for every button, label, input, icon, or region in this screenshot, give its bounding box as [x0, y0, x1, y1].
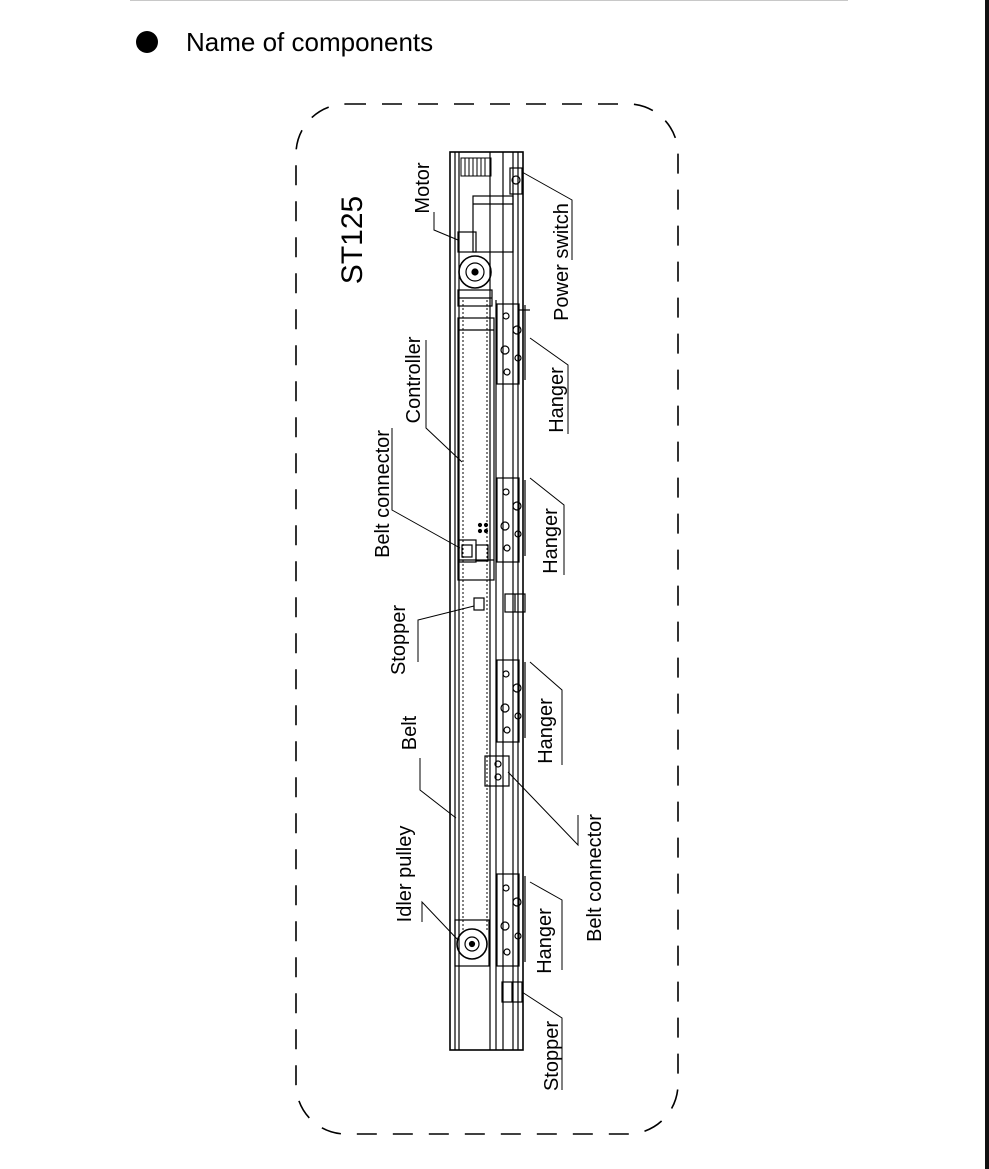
label-belt-connector-1: Belt connector — [372, 430, 394, 558]
label-hanger-3: Hanger — [535, 698, 557, 764]
hanger-4 — [497, 874, 525, 966]
label-belt: Belt — [399, 715, 421, 751]
belt — [463, 300, 487, 930]
label-hanger-4: Hanger — [534, 908, 556, 974]
terminal-block — [461, 158, 491, 176]
hanger-3 — [497, 660, 525, 742]
hanger-2 — [497, 478, 525, 562]
motor — [458, 196, 513, 306]
label-power-switch: Power switch — [551, 203, 573, 321]
stopper-2 — [502, 982, 522, 1002]
model-title: ST125 — [336, 195, 369, 285]
power-switch — [510, 168, 522, 194]
belt-connector-2 — [485, 756, 509, 786]
label-belt-connector-2: Belt connector — [584, 814, 606, 942]
label-hanger-2: Hanger — [540, 508, 562, 574]
stopper-1 — [474, 594, 525, 612]
label-stopper-1: Stopper — [388, 604, 410, 676]
label-stopper-2: Stopper — [541, 1020, 563, 1092]
label-idler-pulley: Idler pulley — [394, 825, 416, 923]
belt-connector-1 — [459, 540, 488, 562]
heading-text: Name of components — [186, 27, 434, 57]
label-controller: Controller — [403, 336, 425, 424]
label-hanger-1: Hanger — [546, 367, 568, 433]
label-motor: Motor — [412, 162, 434, 214]
idler-pulley — [455, 920, 489, 966]
